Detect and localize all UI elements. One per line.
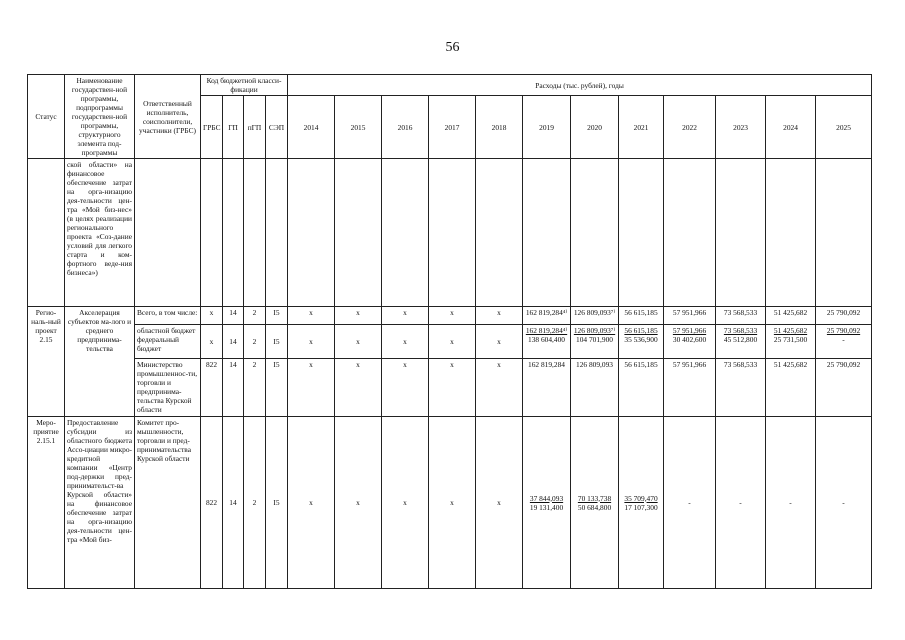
year-cell: х — [429, 307, 476, 325]
value-federal: 35 536,900 — [624, 335, 658, 344]
header-code-group: Код бюджетной класси-фикации — [201, 75, 288, 96]
value-cell — [619, 417, 664, 589]
budget-labels — [135, 325, 201, 359]
project-status: Регио-наль-ный проект 2.15 — [28, 307, 65, 417]
budget-table — [27, 74, 872, 589]
value-cell: 25 790,092 — [816, 359, 872, 417]
year-cell: х — [288, 359, 335, 417]
value-cell: 126 809,093 — [571, 359, 619, 417]
table-row — [28, 359, 872, 417]
header-expenses-group: Расходы (тыс. рублей), годы — [288, 75, 872, 96]
table-cell — [288, 159, 335, 307]
value-cell — [716, 325, 766, 359]
year-cell: х — [382, 417, 429, 589]
header-year: 2016 — [382, 96, 429, 159]
value-cell — [766, 325, 816, 359]
code-cell: 822 — [201, 417, 223, 589]
value-federal: 50 684,800 — [577, 502, 612, 512]
code-cell: 2 — [244, 359, 266, 417]
year-cell: х — [335, 307, 382, 325]
code-cell: I5 — [266, 359, 288, 417]
table-row — [28, 159, 872, 307]
header-year: 2020 — [571, 96, 619, 159]
table-cell — [135, 159, 201, 307]
value-cell — [523, 325, 571, 359]
table-cell — [382, 159, 429, 307]
event-executor: Комитет про-мышленности, торговли и пред-принимательства Курской области — [135, 417, 201, 589]
year-cell: х — [288, 325, 335, 359]
code-cell: 2 — [244, 307, 266, 325]
year-cell: х — [429, 325, 476, 359]
value-cell — [619, 325, 664, 359]
regional-budget-label: областной бюджет — [137, 326, 196, 335]
header-year: 2025 — [816, 96, 872, 159]
table-cell — [664, 159, 716, 307]
header-code: ГП — [223, 96, 244, 159]
code-cell: 822 — [201, 359, 223, 417]
header-code: ГРБС — [201, 96, 223, 159]
table-cell — [335, 159, 382, 307]
value-cell: - — [816, 417, 872, 589]
header-year: 2014 — [288, 96, 335, 159]
code-cell: 14 — [223, 417, 244, 589]
table-cell — [571, 159, 619, 307]
code-cell: х — [201, 325, 223, 359]
year-cell: х — [429, 417, 476, 589]
value-cell: 57 951,966 — [664, 359, 716, 417]
value-regional: 162 819,284⁴⁾ — [525, 326, 568, 335]
year-cell: х — [476, 325, 523, 359]
value-regional: 25 790,092 — [826, 326, 861, 335]
year-cell: х — [288, 307, 335, 325]
value-regional: 56 615,185 — [624, 326, 658, 335]
code-cell: I5 — [266, 307, 288, 325]
table-cell — [266, 159, 288, 307]
header-status: Статус — [28, 75, 65, 159]
year-cell: х — [382, 325, 429, 359]
value-cell: 162 819,284⁴⁾ — [523, 307, 571, 325]
value-cell: 126 809,093⁷⁾ — [571, 307, 619, 325]
year-cell: х — [476, 359, 523, 417]
value-cell: 162 819,284 — [523, 359, 571, 417]
year-cell: х — [335, 417, 382, 589]
code-cell: 14 — [223, 325, 244, 359]
continuation-name: ской области» на финансовое обеспечение затрат на орга-низацию дея-тельности цен-тра «Мой биз-нес» (в целях реализации регионального проекта «Соз-дание условий для легкого старта и ком-фортного веде-ния бизнеса») — [65, 159, 135, 307]
table-row — [28, 417, 872, 589]
value-cell: 73 568,533 — [716, 359, 766, 417]
header-year: 2023 — [716, 96, 766, 159]
year-cell: х — [429, 359, 476, 417]
code-cell: х — [201, 307, 223, 325]
value-cell — [816, 325, 872, 359]
header-name: Наименование государствен-ной программы, подпрограммы государствен-ной программы, структурного элемента под-программы — [65, 75, 135, 159]
federal-budget-label: федеральный бюджет — [137, 335, 179, 353]
table-cell — [619, 159, 664, 307]
value-federal: 138 604,400 — [528, 335, 565, 344]
table-cell — [766, 159, 816, 307]
year-cell: х — [335, 325, 382, 359]
year-cell: х — [476, 417, 523, 589]
year-cell: х — [382, 359, 429, 417]
value-regional: 51 425,682 — [773, 326, 808, 335]
year-cell: х — [476, 307, 523, 325]
year-cell: х — [382, 307, 429, 325]
project-name: Акселерация субъектов ма-лого и среднего предпринима-тельства — [65, 307, 135, 417]
header-executor: Ответственный исполнитель, соисполнители, участники (ГРБС) — [135, 75, 201, 159]
header-year: 2019 — [523, 96, 571, 159]
year-cell: х — [288, 417, 335, 589]
code-cell: 14 — [223, 359, 244, 417]
table-cell — [429, 159, 476, 307]
table-cell — [223, 159, 244, 307]
table-cell — [523, 159, 571, 307]
value-regional: 126 809,093⁷⁾ — [573, 326, 616, 335]
value-cell: 73 568,533 — [716, 307, 766, 325]
event-name: Предоставление субсидии из областного бюджета Ассо-циации микро-кредитной компании «Центр под-держки пред-принимательст-ва Курской области» на финансовое обеспечение затрат на орга-низацию дея-тельности цен-тра «Мой биз- — [65, 417, 135, 589]
code-cell: I5 — [266, 325, 288, 359]
value-cell: 56 615,185 — [619, 307, 664, 325]
header-code: СЭП — [266, 96, 288, 159]
header-year: 2024 — [766, 96, 816, 159]
header-year: 2021 — [619, 96, 664, 159]
header-year: 2017 — [429, 96, 476, 159]
value-cell: - — [664, 417, 716, 589]
code-cell: 2 — [244, 417, 266, 589]
page-number: 56 — [445, 40, 460, 55]
value-federal: 25 731,500 — [773, 335, 808, 344]
value-cell — [664, 325, 716, 359]
table-cell — [28, 159, 65, 307]
value-federal: 30 402,600 — [672, 335, 707, 344]
header-code: пГП — [244, 96, 266, 159]
value-cell: 25 790,092 — [816, 307, 872, 325]
table-row — [28, 325, 872, 359]
value-cell: 56 615,185 — [619, 359, 664, 417]
value-cell: - — [716, 417, 766, 589]
value-cell: 51 425,682 — [766, 307, 816, 325]
code-cell: 2 — [244, 325, 266, 359]
code-cell: 14 — [223, 307, 244, 325]
table-cell — [476, 159, 523, 307]
value-regional: 70 133,738 — [577, 493, 612, 503]
header-year: 2018 — [476, 96, 523, 159]
ministry-label: Министерство промышленнос-ти, торговли и предпринима-тельства Курской области — [135, 359, 201, 417]
project-total-label: Всего, в том числе: — [135, 307, 201, 325]
value-cell — [571, 417, 619, 589]
value-federal: - — [842, 335, 845, 344]
table-cell — [244, 159, 266, 307]
event-status: Меро-приятие 2.15.1 — [28, 417, 65, 589]
value-cell: 57 951,966 — [664, 307, 716, 325]
code-cell: I5 — [266, 417, 288, 589]
table-cell — [716, 159, 766, 307]
value-regional: 35 709,470 — [624, 493, 658, 503]
header-year: 2022 — [664, 96, 716, 159]
year-cell: х — [335, 359, 382, 417]
value-federal: 17 107,300 — [624, 502, 658, 512]
table-row — [28, 307, 872, 325]
value-regional: 57 951,966 — [672, 326, 707, 335]
value-federal: 19 131,400 — [529, 502, 564, 512]
header-year: 2015 — [335, 96, 382, 159]
value-federal: 104 701,900 — [576, 335, 613, 344]
value-regional: 37 844,093 — [529, 493, 564, 503]
value-cell — [571, 325, 619, 359]
value-cell — [523, 417, 571, 589]
value-regional: 73 568,533 — [723, 326, 758, 335]
table-cell — [201, 159, 223, 307]
table-cell — [816, 159, 872, 307]
value-cell: 51 425,682 — [766, 359, 816, 417]
value-cell: - — [766, 417, 816, 589]
value-federal: 45 512,800 — [723, 335, 758, 344]
